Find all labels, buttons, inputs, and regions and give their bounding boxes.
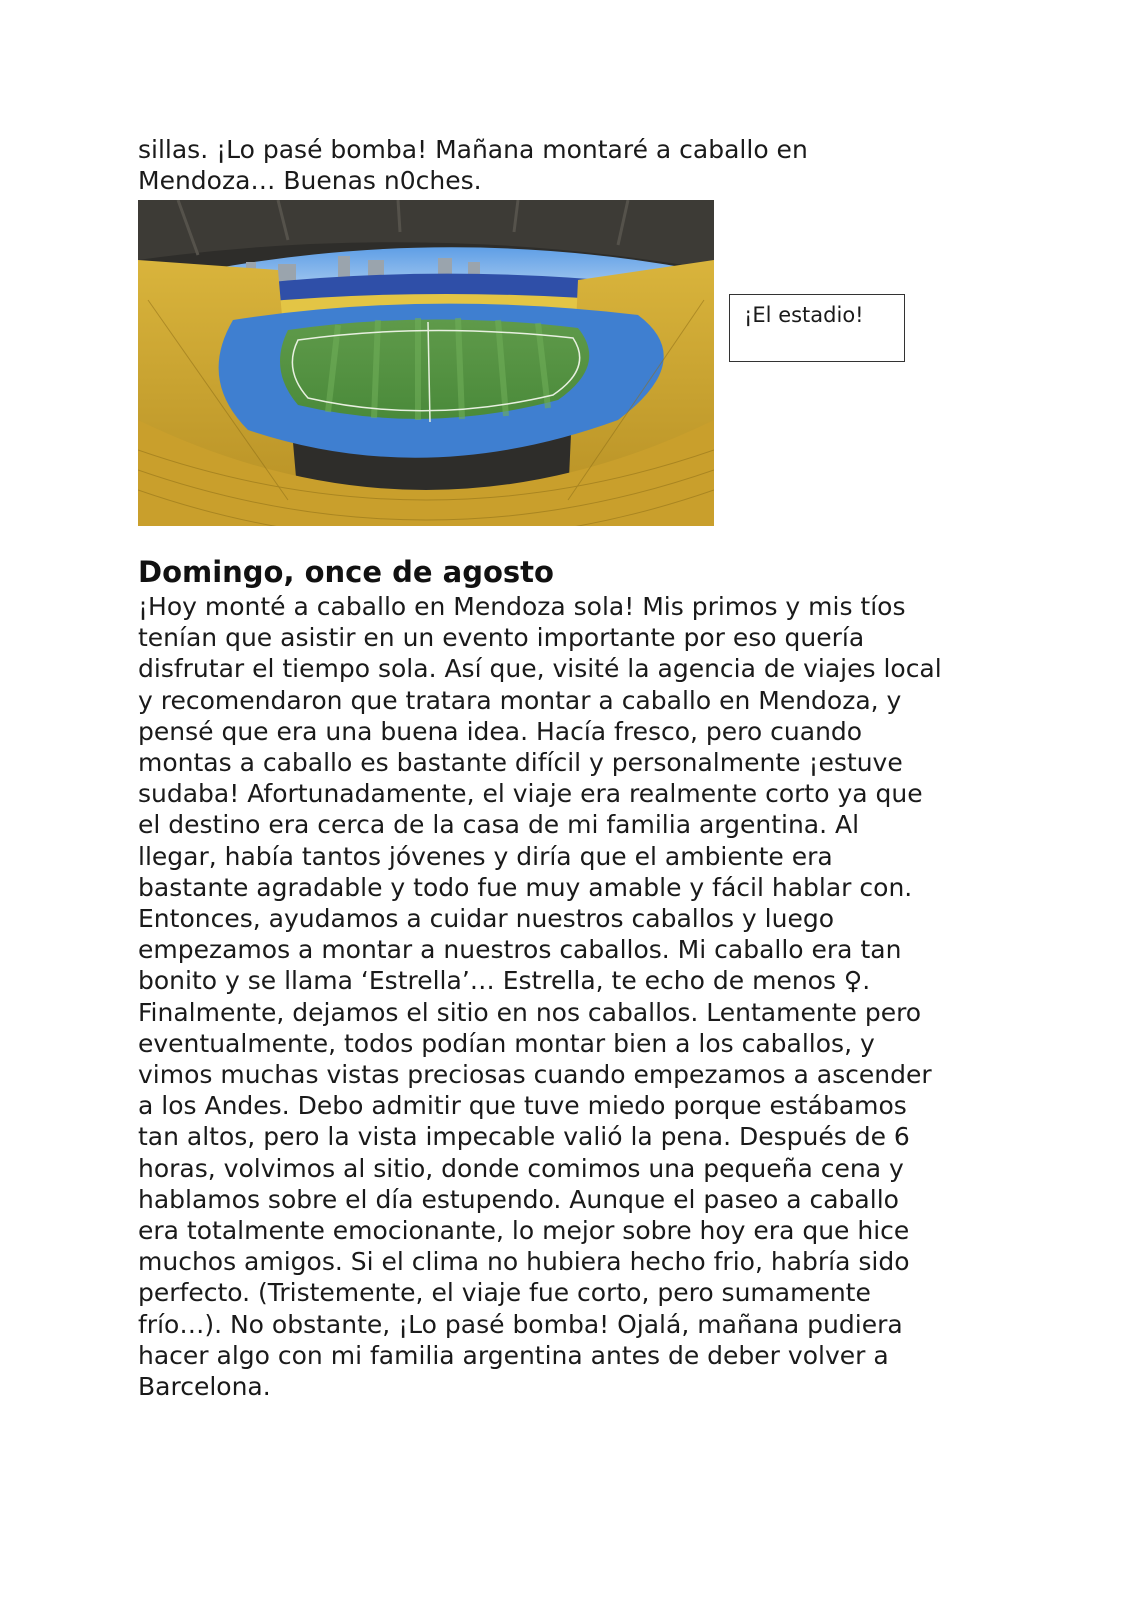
entry-line: sudaba! Afortunadamente, el viaje era realmente corto ya que xyxy=(138,779,923,809)
photo-caption-box xyxy=(729,294,905,362)
entry-line: hacer algo con mi familia argentina antes de deber volver a xyxy=(138,1340,889,1370)
entry-line: hablamos sobre el día estupendo. Aunque el paseo a caballo xyxy=(138,1184,899,1214)
photo-caption: ¡El estadio! xyxy=(744,303,864,327)
entry-line: tan altos, pero la vista impecable valió la pena. Después de 6 xyxy=(138,1122,910,1152)
entry-line: Entonces, ayudamos a cuidar nuestros caballos y luego xyxy=(138,904,834,934)
entry-line: frío…). No obstante, ¡Lo pasé bomba! Ojalá, mañana pudiera xyxy=(138,1309,903,1339)
intro-line: Mendoza… Buenas n0ches. xyxy=(138,166,482,195)
entry-line: Barcelona. xyxy=(138,1372,271,1402)
entry-line: perfecto. (Tristemente, el viaje fue corto, pero sumamente xyxy=(138,1278,871,1308)
entry-line: y recomendaron que tratara montar a caballo en Mendoza, y xyxy=(138,685,902,715)
entry-line: disfrutar el tiempo sola. Así que, visité la agencia de viajes local xyxy=(138,654,942,684)
entry-line: montas a caballo es bastante difícil y personalmente ¡estuve xyxy=(138,748,903,778)
stadium-illustration xyxy=(138,200,714,526)
entry-line: a los Andes. Debo admitir que tuve miedo porque estábamos xyxy=(138,1091,907,1121)
intro-paragraph xyxy=(138,134,1008,196)
entry-line: vimos muchas vistas preciosas cuando empezamos a ascender xyxy=(138,1060,932,1090)
entry-line: tenían que asistir en un evento importante por eso quería xyxy=(138,623,865,653)
entry-line: empezamos a montar a nuestros caballos. Mi caballo era tan xyxy=(138,935,902,965)
intro-line: sillas. ¡Lo pasé bomba! Mañana montaré a caballo en xyxy=(138,135,808,164)
entry-line: ¡Hoy monté a caballo en Mendoza sola! Mis primos y mis tíos xyxy=(138,592,906,621)
entry-line: el destino era cerca de la casa de mi familia argentina. Al xyxy=(138,810,860,840)
entry-line: horas, volvimos al sitio, donde comimos una pequeña cena y xyxy=(138,1153,904,1183)
stadium-photo xyxy=(138,200,714,526)
entry-line: bastante agradable y todo fue muy amable y fácil hablar con. xyxy=(138,872,913,902)
entry-paragraph xyxy=(138,591,1018,1402)
entry-heading: Domingo, once de agosto xyxy=(138,555,554,589)
entry-line: era totalmente emocionante, lo mejor sobre hoy era que hice xyxy=(138,1216,910,1246)
entry-line: eventualmente, todos podían montar bien a los caballos, y xyxy=(138,1028,875,1058)
entry-line: pensé que era una buena idea. Hacía fresco, pero cuando xyxy=(138,716,863,746)
entry-line: Finalmente, dejamos el sitio en nos caballos. Lentamente pero xyxy=(138,997,922,1027)
entry-line: bonito y se llama ‘Estrella’… Estrella, te echo de menos ♀. xyxy=(138,966,871,996)
entry-line: muchos amigos. Si el clima no hubiera hecho frio, habría sido xyxy=(138,1247,910,1277)
entry-line: llegar, había tantos jóvenes y diría que el ambiente era xyxy=(138,841,833,871)
